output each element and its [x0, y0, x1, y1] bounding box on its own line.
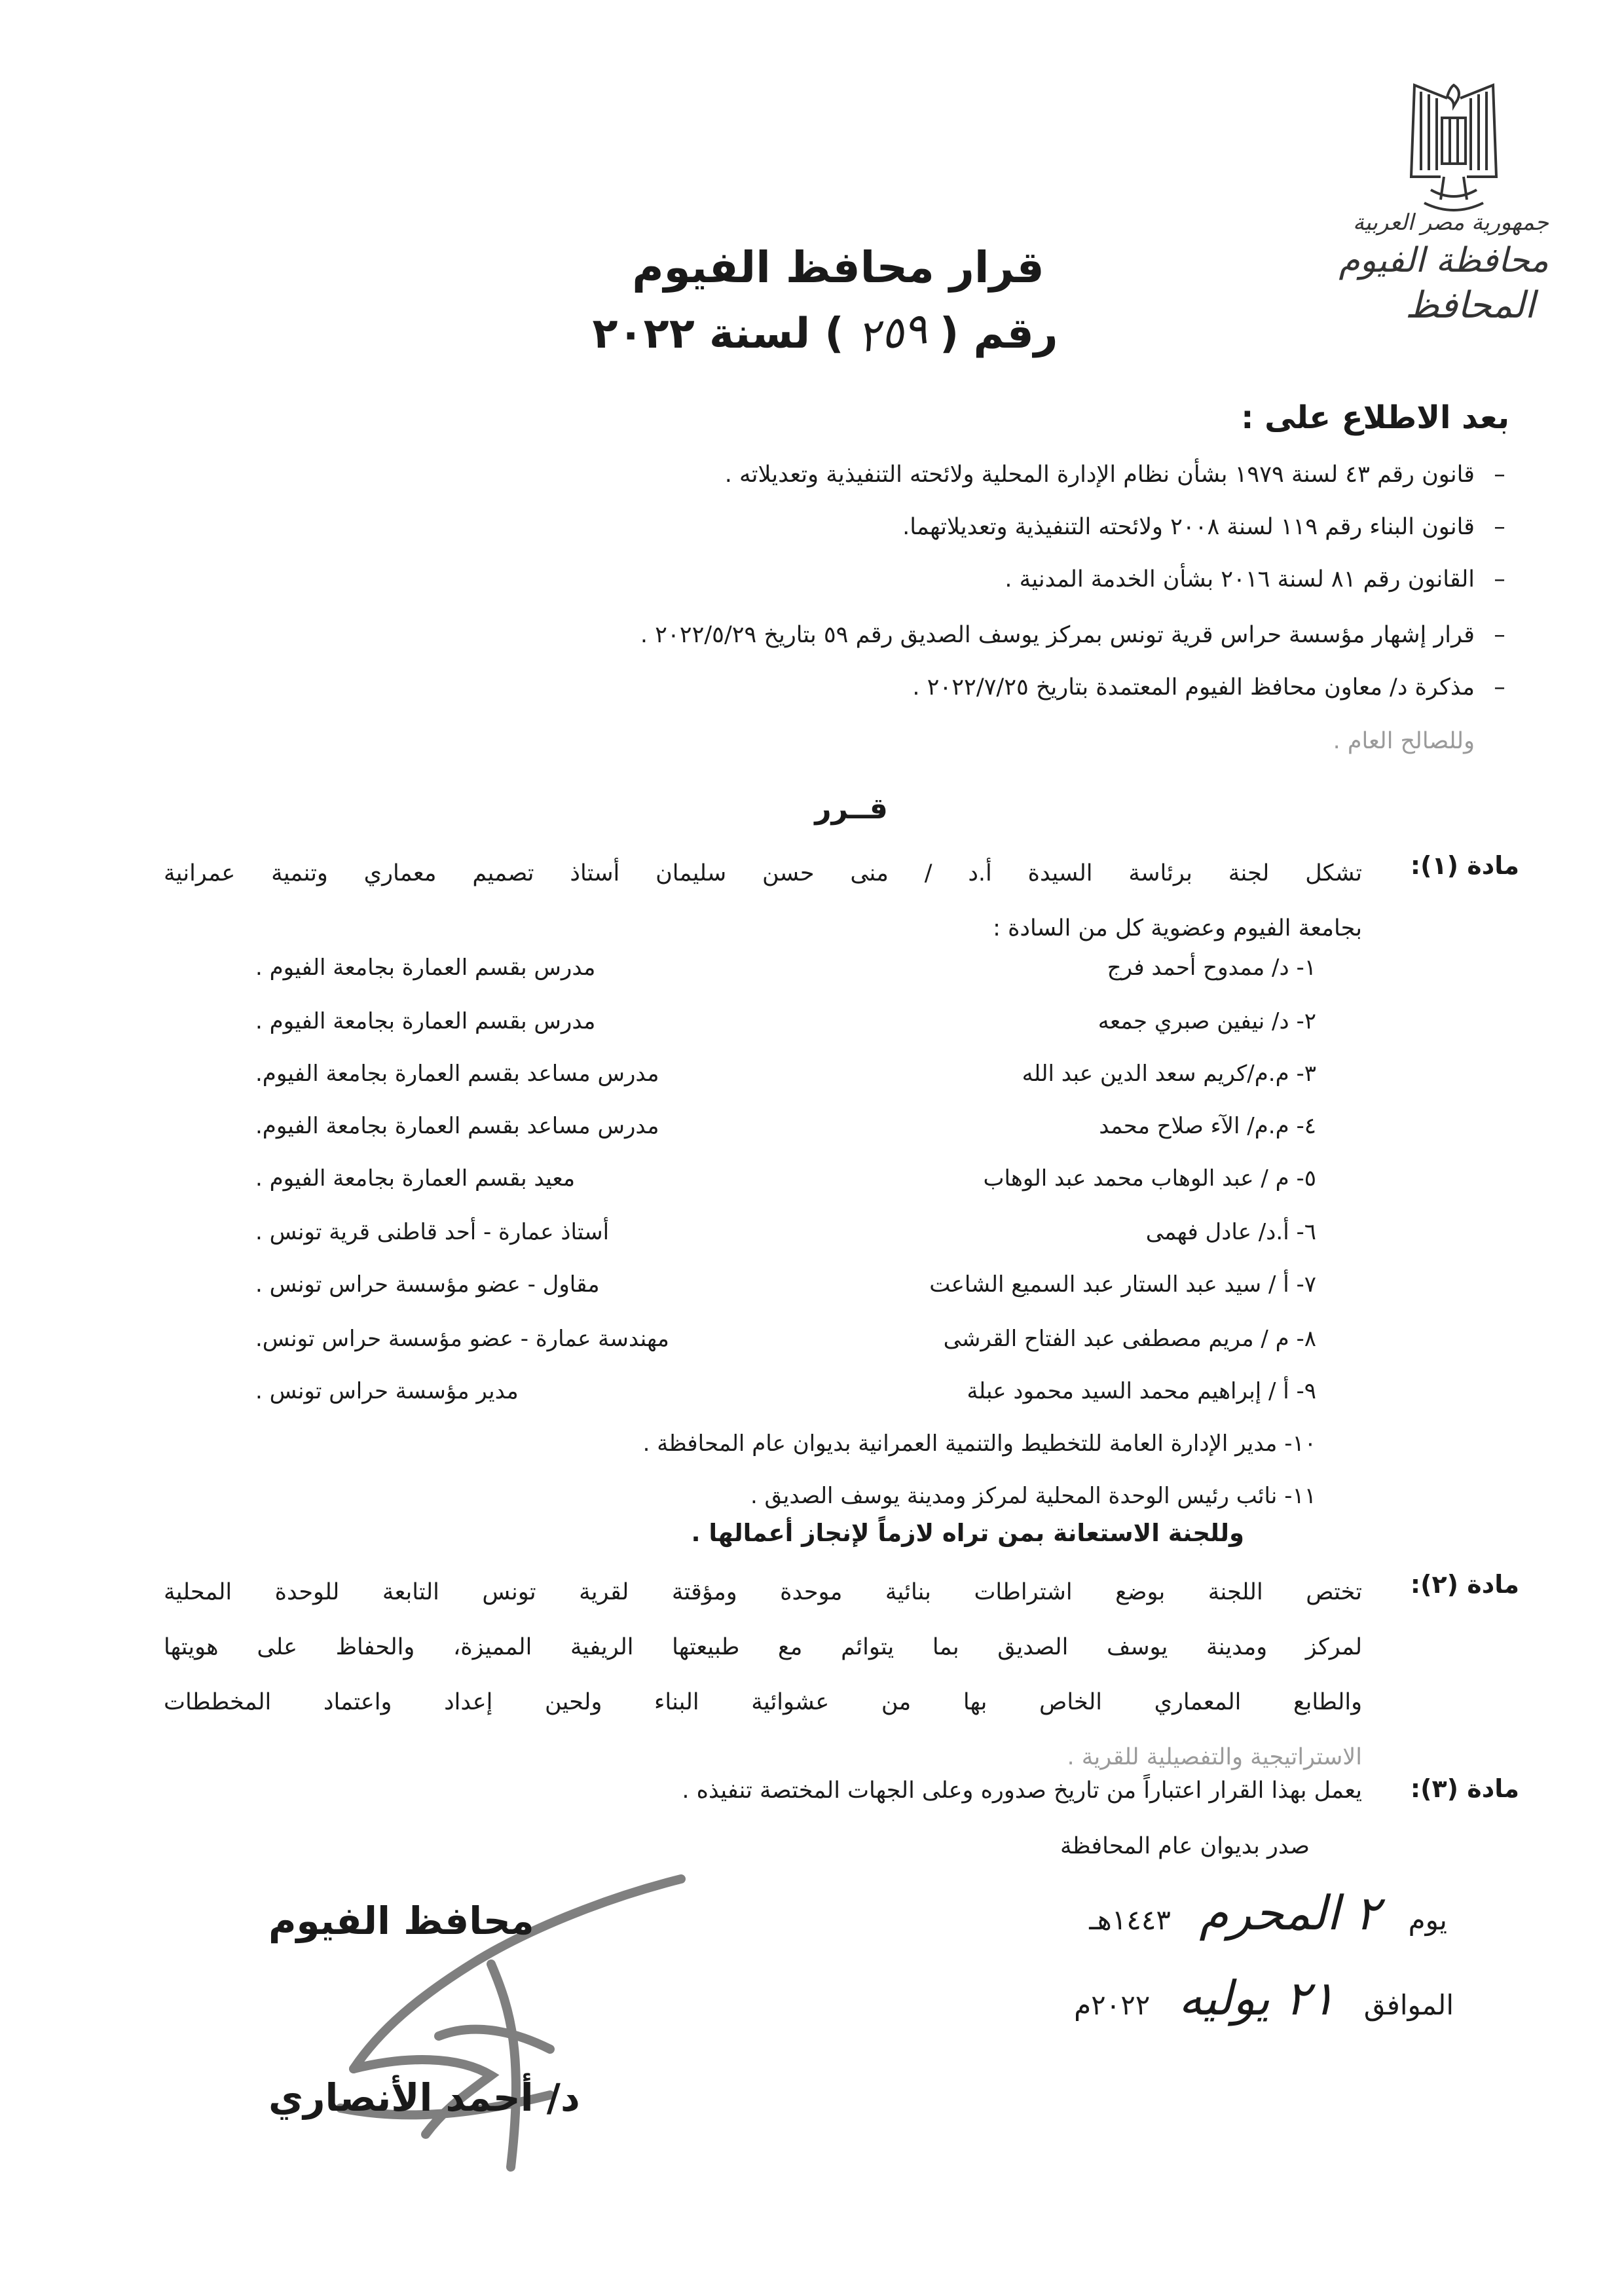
member-role: مدرس مساعد بقسم العمارة بجامعة الفيوم.: [255, 1061, 659, 1087]
member-name: ٤- م.م/ الآء صلاح محمد: [1099, 1113, 1316, 1139]
member-role: مدرس بقسم العمارة بجامعة الفيوم .: [255, 955, 596, 981]
member-role: مهندسة عمارة - عضو مؤسسة حراس تونس.: [255, 1326, 669, 1352]
preamble-heading: بعد الاطلاع على :: [1241, 399, 1509, 436]
member-name: ٥- م / عبد الوهاب محمد عبد الوهاب: [983, 1165, 1316, 1192]
signatory-title: محافظ الفيوم: [268, 1899, 534, 1943]
article-1-label: مادة (١):: [1410, 851, 1519, 880]
day-line: [1089, 1886, 1447, 1941]
day-label: يوم: [1408, 1904, 1447, 1936]
reference-item: – القانون رقم ٨١ لسنة ٢٠١٦ بشأن الخدمة المدنية .: [1005, 566, 1505, 592]
member-role: مدرس بقسم العمارة بجامعة الفيوم .: [255, 1008, 596, 1034]
member-name: ٩- أ / إبراهيم محمد السيد محمود عبلة: [967, 1378, 1316, 1404]
article-1-note: وللجنة الاستعانة بمن تراه لازماً لإنجاز أعمالها .: [691, 1519, 1244, 1547]
corresponding-label: الموافق: [1363, 1989, 1454, 2021]
reference-text: قانون رقم ٤٣ لسنة ١٩٧٩ بشأن نظام الإدارة المحلية ولائحته التنفيذية وتعديلاته .: [724, 462, 1475, 488]
reference-text: قرار إشهار مؤسسة حراس قرية تونس بمركز يوسف الصديق رقم ٥٩ بتاريخ ٢٠٢٢/٥/٢٩ .: [640, 622, 1475, 648]
reference-item: – قانون البناء رقم ١١٩ لسنة ٢٠٠٨ ولائحته التنفيذية وتعديلاتهما.: [902, 514, 1505, 540]
member-name: ٨- م / مريم مصطفى عبد الفتاح القرشى: [943, 1326, 1316, 1352]
member-name: ٧- أ / سيد عبد الستار عبد السميع الشاعت: [929, 1271, 1316, 1298]
member-role: معيد بقسم العمارة بجامعة الفيوم .: [255, 1165, 576, 1192]
member-name: ٢- د/ نيفين صبري جمعه: [1098, 1008, 1316, 1034]
reference-item: – قانون رقم ٤٣ لسنة ١٩٧٩ بشأن نظام الإدارة المحلية ولائحته التنفيذية وتعديلاته .: [724, 462, 1505, 488]
member-role: مقاول - عضو مؤسسة حراس تونس .: [255, 1271, 600, 1298]
article-3-text: يعمل بهذا القرار اعتباراً من تاريخ صدوره وعلى الجهات المختصة تنفيذه .: [682, 1777, 1362, 1804]
public-interest-text: وللصالح العام .: [1333, 728, 1475, 754]
member-role: أستاذ عمارة - أحد قاطنى قرية تونس .: [255, 1219, 610, 1245]
signatory-name: د/ أحمد الأنصاري: [268, 2075, 580, 2120]
letterhead-country: جمهورية مصر العربية: [1352, 210, 1549, 236]
hijri-year: ١٤٤٣هـ: [1089, 1904, 1171, 1936]
member-role: مدير مؤسسة حراس تونس .: [255, 1378, 519, 1404]
member-name: ١- د/ ممدوح أحمد فرج: [1107, 955, 1316, 981]
number-prefix: رقم (: [940, 310, 1058, 358]
date-handwritten: ٢١ يوليه: [1178, 1971, 1336, 2026]
eagle-emblem-icon: [1395, 72, 1513, 223]
member-name: ٣- م.م/كريم سعد الدين عبد الله: [1022, 1061, 1316, 1087]
number-suffix: ) لسنة ٢٠٢٢: [592, 310, 844, 358]
reference-text: قانون البناء رقم ١١٩ لسنة ٢٠٠٨ ولائحته التنفيذية وتعديلاتهما.: [902, 514, 1475, 540]
article-2-label: مادة (٢):: [1410, 1570, 1519, 1599]
gregorian-year: ٢٠٢٢م: [1074, 1989, 1151, 2021]
member-eleven: ١١- نائب رئيس الوحدة المحلية لمركز ومدينة يوسف الصديق .: [750, 1483, 1316, 1509]
member-ten: ١٠- مدير الإدارة العامة للتخطيط والتنمية العمرانية بديوان عام المحافظة .: [642, 1430, 1316, 1457]
reference-text: القانون رقم ٨١ لسنة ٢٠١٦ بشأن الخدمة المدنية .: [1005, 566, 1475, 592]
handwritten-letterhead: [1338, 210, 1549, 327]
reference-item: – قرار إشهار مؤسسة حراس قرية تونس بمركز يوسف الصديق رقم ٥٩ بتاريخ ٢٠٢٢/٥/٢٩ .: [640, 622, 1505, 648]
article-2-line: تختص اللجنة بوضع اشتراطات بنائية موحدة ومؤقتة لقرية تونس التابعة للوحدة المحلية: [164, 1579, 1362, 1605]
article-2-line: الاستراتيجية والتفصيلية للقرية .: [1067, 1744, 1362, 1770]
article-1-line: بجامعة الفيوم وعضوية كل من السادة :: [993, 915, 1362, 941]
article-2-line: والطابع المعماري الخاص بها من عشوائية البناء ولحين إعداد واعتماد المخططات: [164, 1689, 1362, 1715]
article-1-line: تشكل لجنة برئاسة السيدة أ.د / منى حسن سليمان أستاذ تصميم معماري وتنمية عمرانية: [164, 860, 1362, 886]
member-name: ٦- أ.د/ عادل فهمى: [1145, 1219, 1316, 1245]
decree-number-line: [576, 302, 1074, 363]
reference-item: – مذكرة د/ معاون محافظ الفيوم المعتمدة بتاريخ ٢٠٢٢/٧/٢٥ .: [912, 674, 1505, 701]
day-handwritten: ٢ المحرم: [1199, 1886, 1380, 1941]
issued-at: صدر بديوان عام المحافظة: [1060, 1833, 1310, 1859]
decree-number-handwritten: ٢٥٩: [853, 302, 930, 363]
letterhead-governorate: محافظة الفيوم: [1338, 241, 1549, 280]
decree-title: قرار محافظ الفيوم: [632, 242, 1044, 293]
letterhead-office: المحافظ: [1405, 284, 1536, 327]
article-2-body: [164, 1565, 1362, 1785]
reference-text: مذكرة د/ معاون محافظ الفيوم المعتمدة بتاريخ ٢٠٢٢/٧/٢٥ .: [912, 674, 1475, 701]
decided-heading: قــرر: [815, 792, 888, 826]
article-3-label: مادة (٣):: [1410, 1774, 1519, 1803]
article-1-body: [164, 846, 1362, 956]
public-interest: [1333, 728, 1475, 754]
date-line: [1074, 1971, 1454, 2026]
article-2-line: لمركز ومدينة يوسف الصديق بما يتوائم مع طبيعتها الريفية المميزة، والحفاظ على هويتها: [164, 1634, 1362, 1660]
member-role: مدرس مساعد بقسم العمارة بجامعة الفيوم.: [255, 1113, 659, 1139]
